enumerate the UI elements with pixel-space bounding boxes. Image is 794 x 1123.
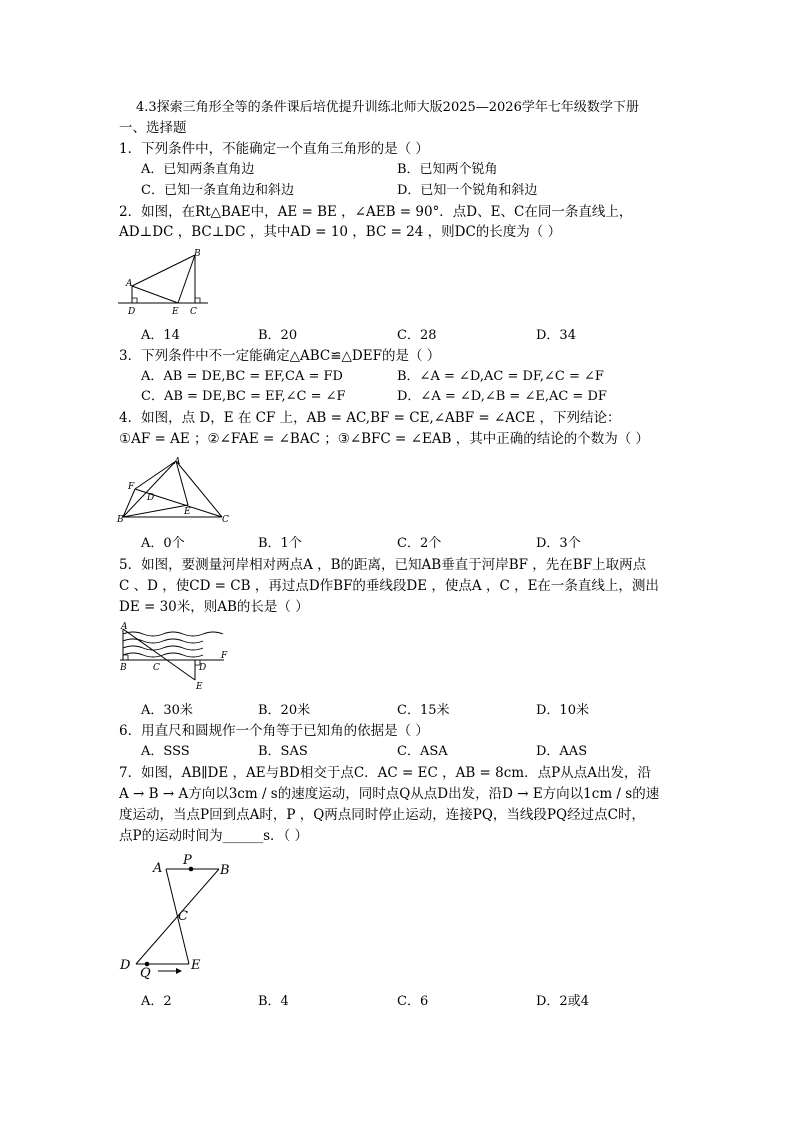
q1-option-b: B．已知两个锐角 [397,162,498,177]
q5-figure [116,620,236,692]
question-7-line-4: 点P的运动时间为______s．（ ） [119,828,309,844]
question-7-line-2: A → B → A方向以3cm / s的速度运动，同时点Q从点D出发，沿D → E方向以1cm / s的速 [119,786,660,802]
q7-label-q: Q [140,966,151,981]
q5-label-f: F [221,651,228,661]
q6-option-b: B．SAS [258,744,308,759]
q7-label-p: P [183,853,192,868]
question-6-stem: 6．用直尺和圆规作一个角等于已知角的依据是（ ） [119,723,429,739]
q5-option-c: C．15米 [397,703,450,718]
q2-label-c: C [190,307,197,317]
q7-option-d: D．2或4 [536,994,589,1009]
q7-label-b: B [220,863,230,878]
question-4-line-1: 4．如图，点 D，E 在 CF 上，AB = AC,BF = CE,∠ABF = ∠ACE ，下列结论： [119,410,621,426]
question-4-line-2: ①AF = AE ；②∠FAE = ∠BAC ；③∠BFC = ∠EAB ，其中正确的结论的个数为（ ） [119,431,650,447]
q7-label-e: E [191,958,201,973]
q3-option-b: B．∠A = ∠D,AC = DF,∠C = ∠F [397,369,604,384]
q4-label-f: F [128,482,135,492]
document-title: 4.3探索三角形全等的条件课后培优提升训练北师大版2025—2026学年七年级数学下册 [136,100,639,115]
question-2-line-1: 2．如图，在Rt△BAE中，AE = BE ，∠AEB = 90°．点D、E、C在同一条直线上， [119,204,633,220]
q5-option-d: D．10米 [536,703,589,718]
q4-option-a: A．0个 [141,536,185,551]
q4-label-a: A [174,457,181,467]
q7-label-d: D [120,958,131,973]
q3-option-d: D．∠A = ∠D,∠B = ∠E,AC = DF [397,389,607,404]
q2-label-a: A [126,279,133,289]
q6-option-d: D．AAS [536,744,588,759]
question-5-line-1: 5．如图，要测量河岸相对两点A ，B的距离，已知AB垂直于河岸BF ，先在BF上取两点 [119,557,647,573]
q4-label-d: D [147,493,155,503]
q7-label-a: A [153,861,163,876]
q4-figure [116,455,234,525]
q7-option-b: B．4 [258,994,289,1009]
q5-label-e: E [196,682,203,692]
q5-option-a: A．30米 [141,703,193,718]
q5-label-a: A [121,622,128,632]
question-2-line-2: AD⊥DC ，BC⊥DC ，其中AD = 10 ，BC = 24 ，则DC的长度为（ ） [119,224,562,240]
q3-option-a: A．AB = DE,BC = EF,CA = FD [141,369,343,384]
q2-label-b: B [194,249,201,259]
q5-label-d: D [199,663,207,673]
question-7-line-3: 度运动，当点P回到点A时，P ，Q两点同时停止运动，连接PQ，当线段PQ经过点C时， [119,807,645,823]
question-5-line-3: DE = 30米，则AB的长是（ ） [119,599,309,615]
q7-label-c: C [178,909,188,924]
q5-label-c: C [153,663,160,673]
q1-option-a: A．已知两条直角边 [141,162,255,177]
question-5-line-2: C 、D ，使CD = CB ，再过点D作BF的垂线段DE ，使点A ，C ，E在一条直线上，测出 [119,578,659,594]
q4-option-c: C．2个 [397,536,442,551]
q6-option-c: C．ASA [397,744,448,759]
question-3-stem: 3．下列条件中不一定能确定△ABC≌△DEF的是（ ） [119,348,441,364]
q4-option-b: B．1个 [258,536,302,551]
q7-option-c: C．6 [397,994,429,1009]
q4-label-e: E [184,507,191,517]
q4-label-b: B [117,515,124,525]
q1-option-d: D．已知一个锐角和斜边 [397,183,538,198]
q2-option-c: C．28 [397,328,437,343]
q5-option-b: B．20米 [258,703,311,718]
q6-option-a: A．SSS [141,744,190,759]
q2-label-e: E [172,307,179,317]
q3-option-c: C．AB = DE,BC = EF,∠C = ∠F [141,389,346,404]
q2-label-d: D [128,307,136,317]
q2-figure [116,248,212,318]
q2-option-b: B．20 [258,328,298,343]
question-7-line-1: 7．如图，AB∥DE ，AE与BD相交于点C．AC = EC ，AB = 8cm．点P从点A出发，沿 [119,765,651,781]
q4-label-c: C [222,515,229,525]
q4-option-d: D．3个 [536,536,581,551]
question-1-stem: 1．下列条件中，不能确定一个直角三角形的是（ ） [119,141,429,157]
q5-label-b: B [120,663,127,673]
q7-option-a: A．2 [141,994,172,1009]
q1-option-c: C．已知一条直角边和斜边 [141,183,294,198]
section-heading: 一、选择题 [119,120,187,136]
q7-figure [116,852,230,982]
q2-option-a: A．14 [141,328,180,343]
q2-option-d: D．34 [536,328,576,343]
